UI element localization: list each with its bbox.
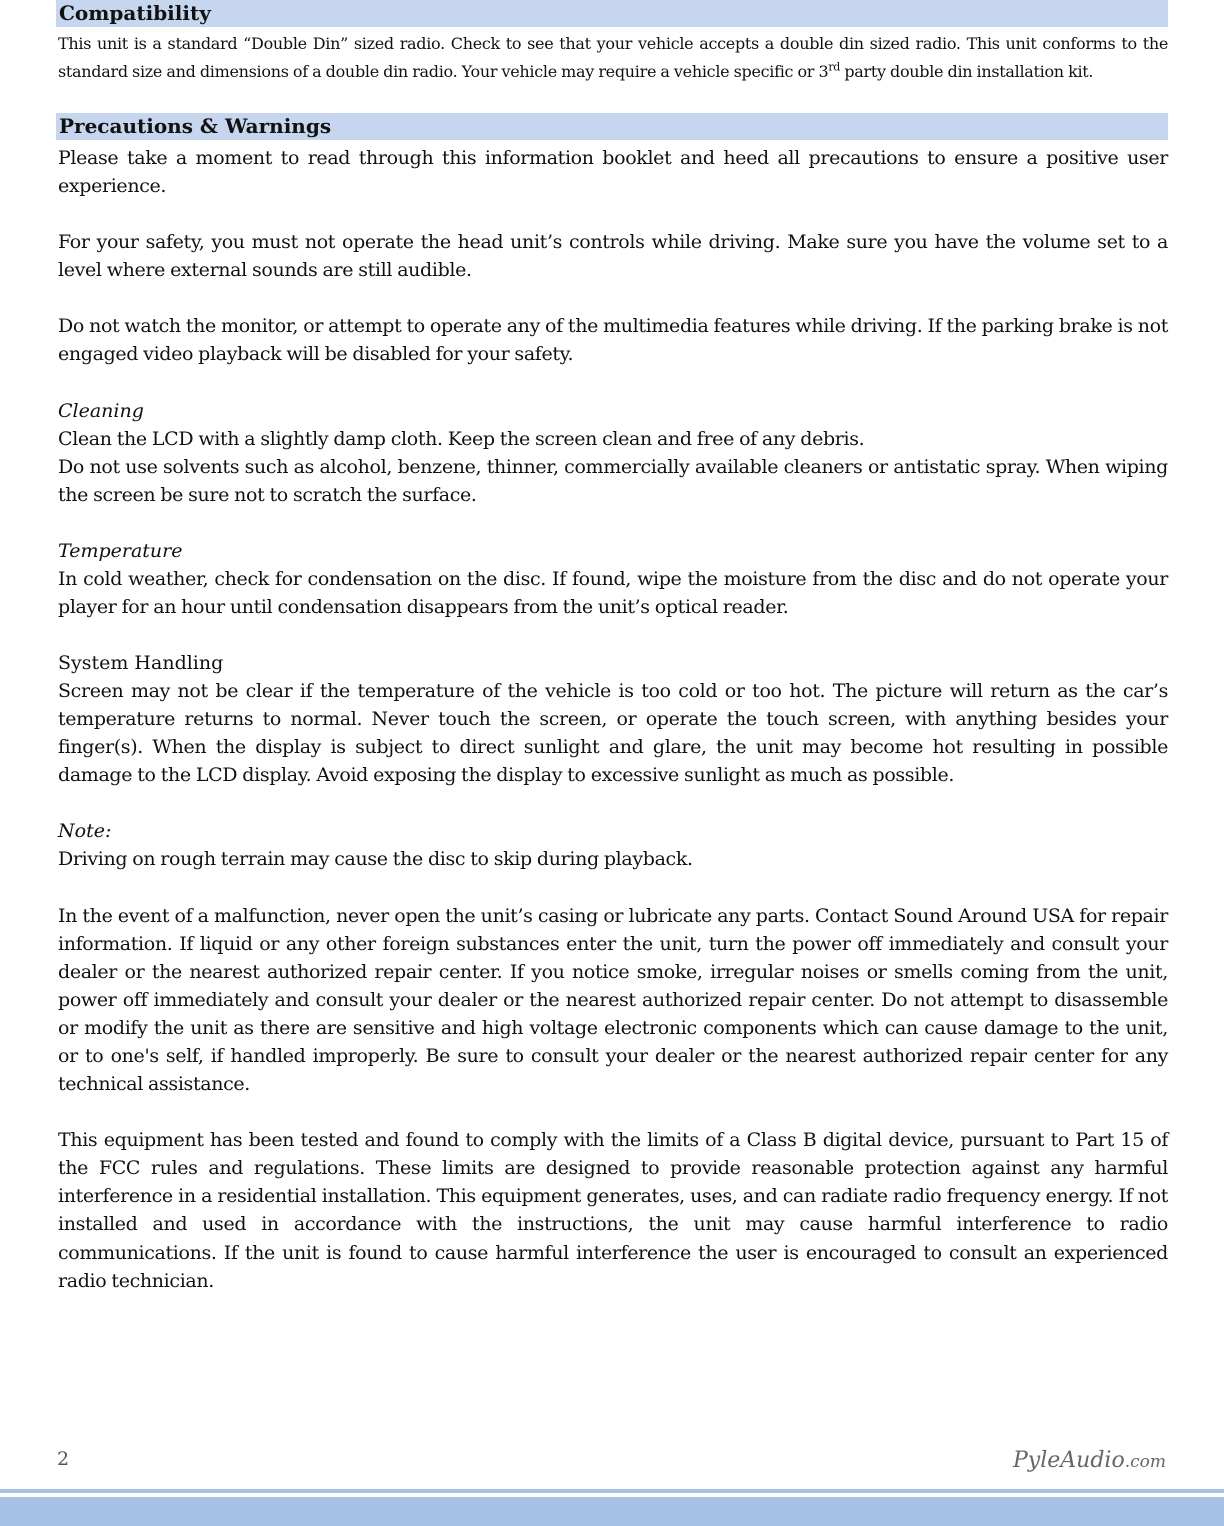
fcc-paragraph: This equipment has been tested and found to comply with the limits of a Class B digital device, pursuant to Part 15 of the FCC rules and regulations. These limits are designed to provide reasonable protection against any harmful interference in a residential installation. This equipment generates, uses, and can radiate radio frequency energy. If not installed and used in accordance with the instructions, the unit may cause harmful interference to radio communications. If the unit is found to cause harmful interference the user is encouraged to consult an experienced radio technician. — [58, 1129, 1168, 1292]
precautions-heading: Precautions & Warnings — [56, 113, 1168, 140]
site-brand: PyleAudio — [1013, 1448, 1125, 1473]
site-logo-text — [1013, 1448, 1166, 1473]
document-page — [56, 0, 1168, 1295]
system-handling-heading: System Handling — [58, 652, 224, 675]
compatibility-text-end: party double din installation kit. — [840, 62, 1094, 81]
note-paragraph: Driving on rough terrain may cause the disc to skip during playback. — [58, 848, 693, 871]
page-number: 2 — [57, 1448, 70, 1470]
compatibility-heading: Compatibility — [56, 0, 1168, 27]
compatibility-text-main: This unit is a standard “Double Din” sized radio. Check to see that your vehicle accepts a double din sized radio. This unit conforms to the standard size and dimensions of a double din radio. Your vehicle may require a vehicle specific or 3 — [58, 34, 1168, 81]
cleaning-line-1: Clean the LCD with a slightly damp cloth. Keep the screen clean and free of any debris. — [58, 427, 865, 450]
note-heading: Note: — [58, 820, 112, 843]
compatibility-paragraph — [58, 30, 1168, 86]
site-tld: .com — [1124, 1452, 1166, 1472]
precautions-intro: Please take a moment to read through this information booklet and heed all precautions to ensure a positive user experience. — [58, 147, 1168, 198]
malfunction-paragraph: In the event of a malfunction, never open the unit’s casing or lubricate any parts. Contact Sound Around USA for repair information. If liquid or any other foreign substances enter the unit, turn the power off immediately and consult your dealer or the nearest authorized repair center. If you notice smoke, irregular noises or smells coming from the unit, power off immediately and consult your dealer or the nearest authorized repair center. Do not attempt to disassemble or modify the unit as there are sensitive and high voltage electronic components which can cause damage to the unit, or to one's self, if handled improperly. Be sure to consult your dealer or the nearest authorized repair center for any technical assistance. — [58, 904, 1168, 1096]
cleaning-line-2: Do not use solvents such as alcohol, benzene, thinner, commercially available cleaners or antistatic spray. When wiping the screen be sure not to scratch the surface. — [58, 455, 1168, 506]
safety-paragraph: For your safety, you must not operate the head unit’s controls while driving. Make sure you have the volume set to a level where external sounds are still audible. — [58, 231, 1168, 282]
footer-band — [0, 1497, 1224, 1526]
monitor-paragraph: Do not watch the monitor, or attempt to operate any of the multimedia features while driving. If the parking brake is not engaged video playback will be disabled for your safety. — [58, 315, 1168, 366]
system-handling-paragraph: Screen may not be clear if the temperature of the vehicle is too cold or too hot. The picture will return as the car’s temperature returns to normal. Never touch the screen, or operate the touch screen, with anything besides your finger(s). When the display is subject to direct sunlight and glare, the unit may become hot resulting in possible damage to the LCD display. Avoid exposing the display to excessive sunlight as much as possible. — [58, 680, 1168, 787]
footer-divider — [0, 1489, 1224, 1493]
temperature-paragraph: In cold weather, check for condensation on the disc. If found, wipe the moisture from the disc and do not operate your player for an hour until condensation disappears from the unit’s optical reader. — [58, 567, 1168, 618]
cleaning-heading: Cleaning — [58, 399, 144, 422]
temperature-heading: Temperature — [58, 539, 183, 562]
ordinal-superscript: rd — [828, 60, 841, 74]
